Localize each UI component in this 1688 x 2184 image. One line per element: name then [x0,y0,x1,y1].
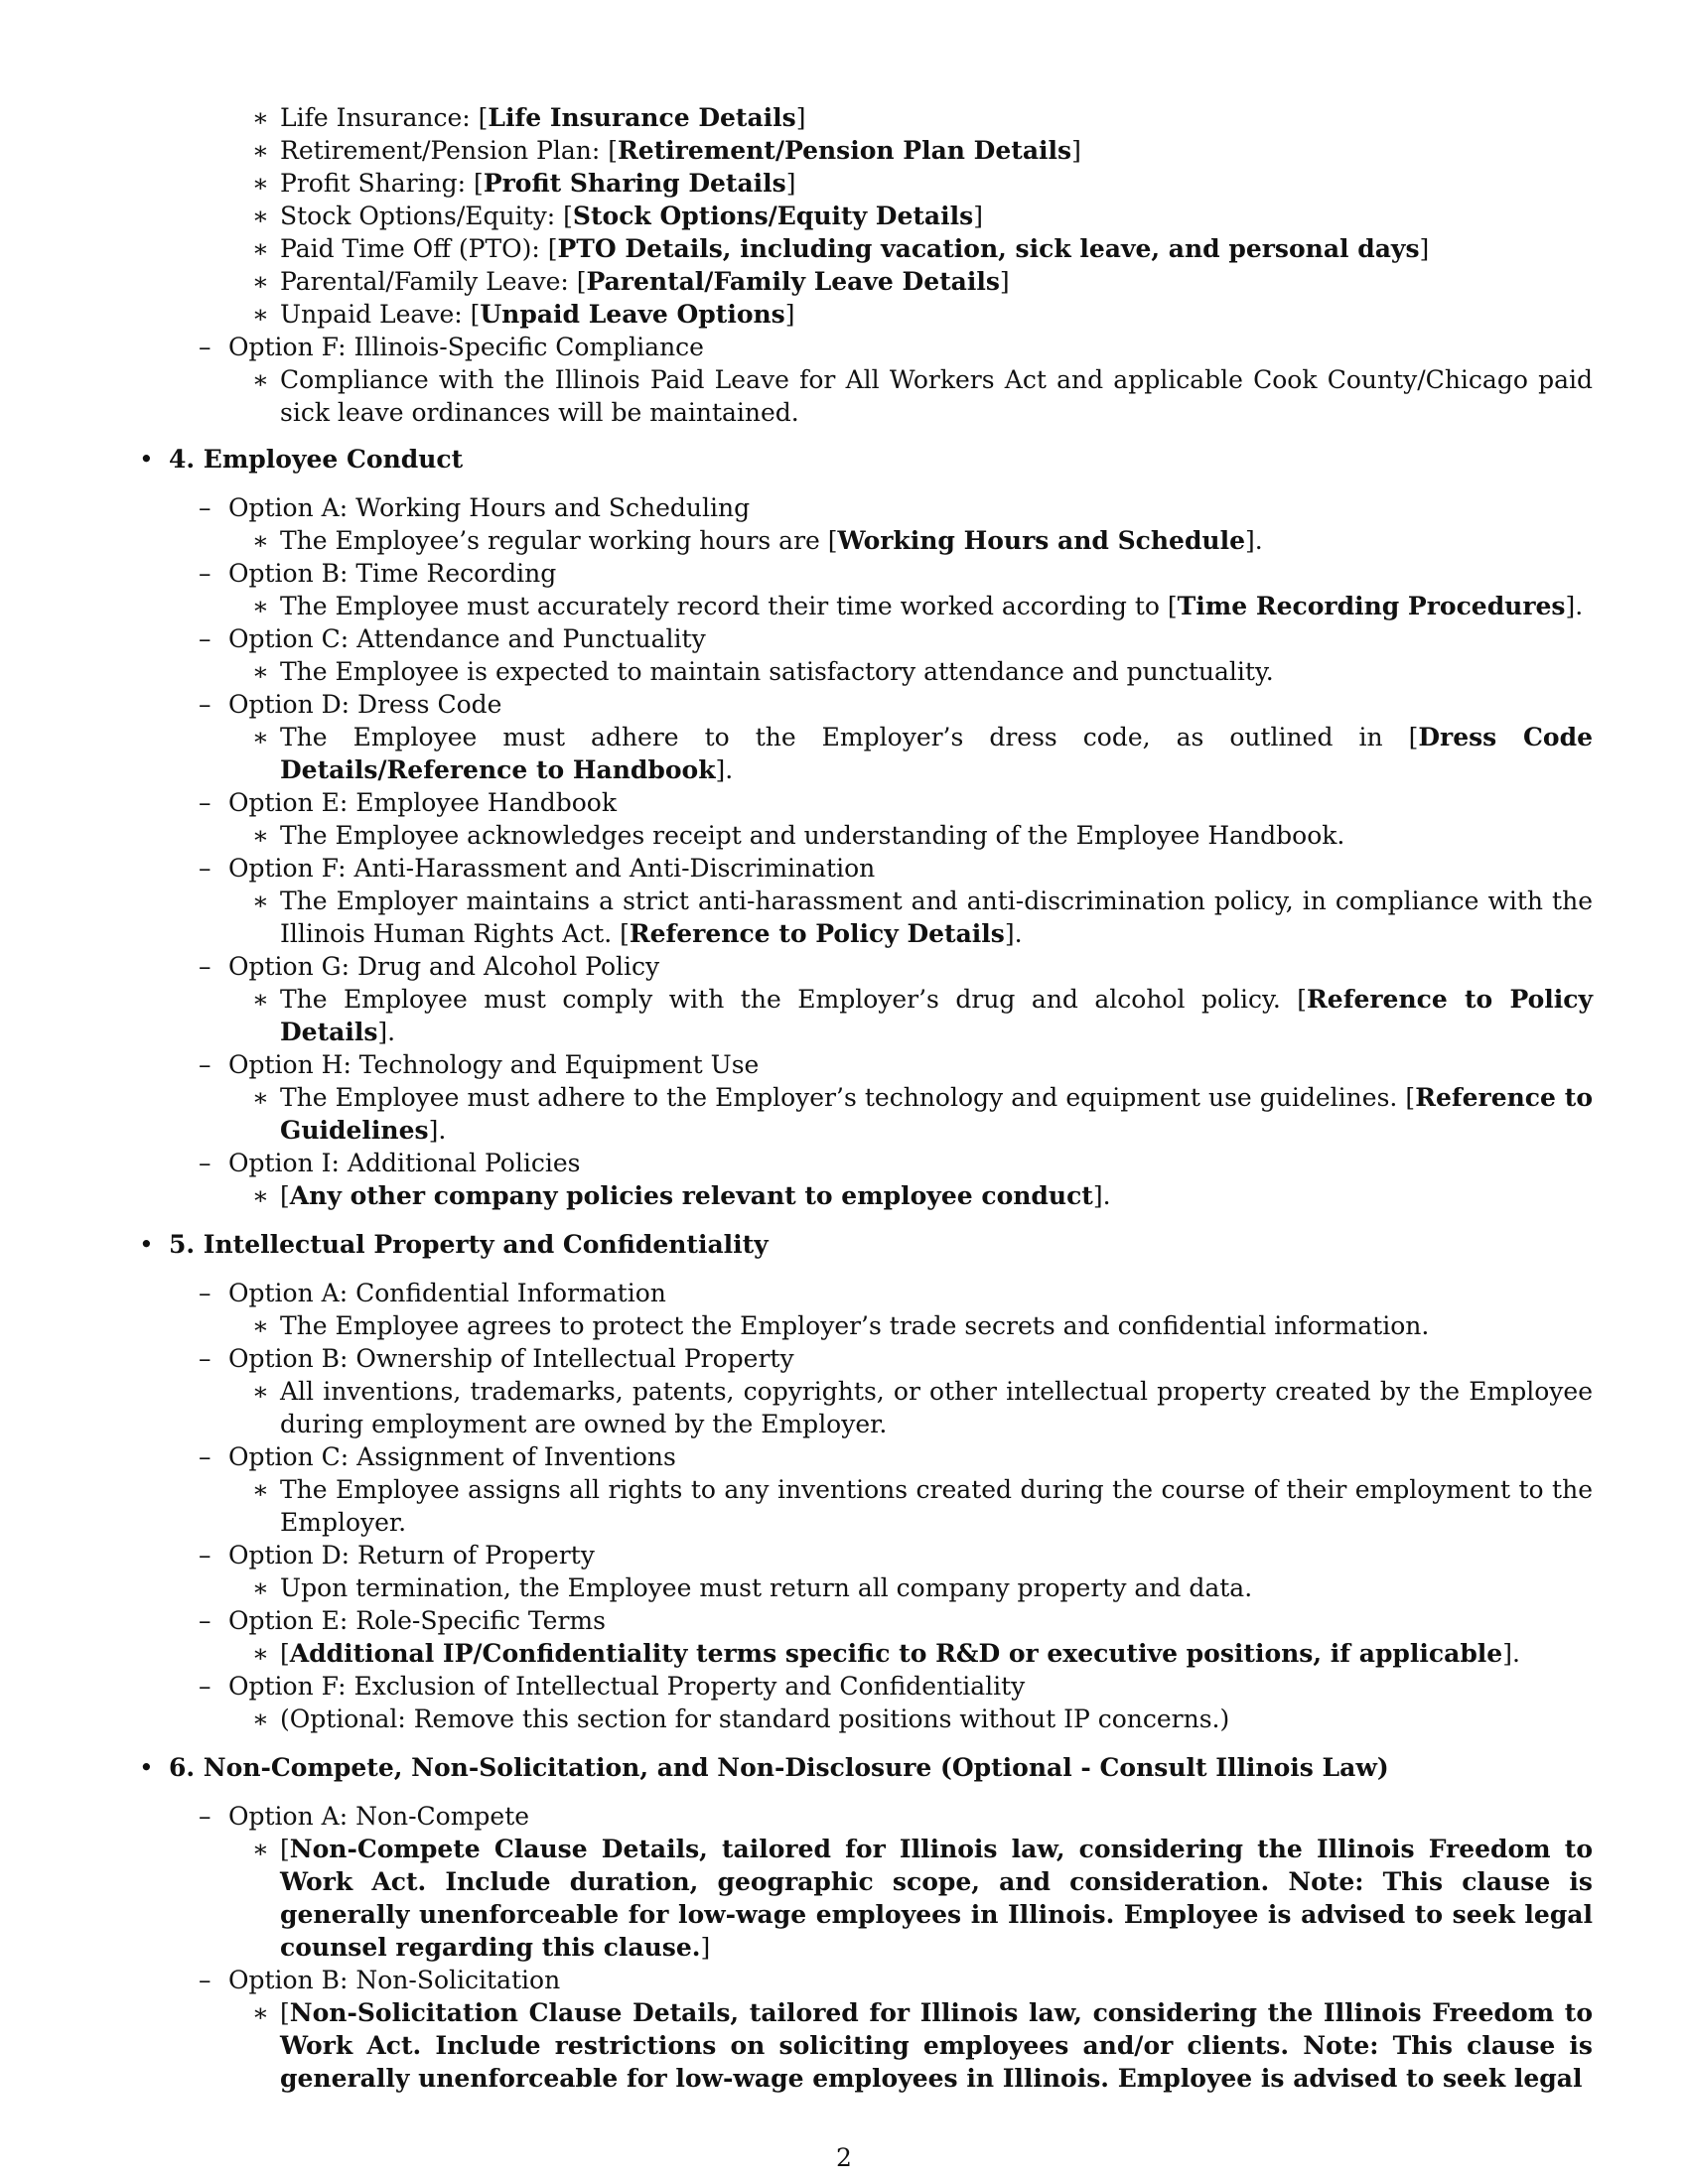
item-text: The Employee is expected to maintain satisfactory attendance and punctuality. [280,657,1274,686]
item-text: The Employee must adhere to the Employer’s technology and equipment use guidelines. [ [280,1083,1416,1112]
option-label [135,331,1593,363]
asterisk-bullet-icon: ∗ [252,821,269,850]
asterisk-bullet-icon: ∗ [252,657,269,686]
option-label [169,1670,1593,1703]
item-text: ] [795,103,806,132]
list-item [169,655,1593,688]
asterisk-bullet-icon: ∗ [252,1573,269,1602]
option-label [169,1048,1593,1081]
item-text: Option H: Technology and Equipment Use [228,1050,760,1079]
asterisk-bullet-icon: ∗ [252,1705,269,1733]
section-title: 6. Non-Compete, Non-Solicitation, and Non-Disclosure (Optional - Consult Illinois Law) [169,1753,1389,1782]
item-text: Option E: Employee Handbook [228,788,617,817]
asterisk-bullet-icon: ∗ [252,103,269,132]
list-item [169,1179,1593,1212]
placeholder-text: Reference to Guidelines [280,1083,1593,1145]
asterisk-bullet-icon: ∗ [252,887,269,915]
list-item [169,1833,1593,1964]
item-text: Option B: Ownership of Intellectual Property [228,1344,794,1373]
item-text: Stock Options/Equity: [ [280,202,573,230]
asterisk-bullet-icon: ∗ [252,1998,269,2027]
asterisk-bullet-icon: ∗ [252,1083,269,1112]
list-item [169,721,1593,786]
item-text: ]. [1565,592,1584,620]
section-title: 4. Employee Conduct [169,445,464,474]
list-item [169,590,1593,622]
item-text: ]. [1502,1639,1520,1668]
dash-bullet-icon: – [199,1442,211,1471]
dash-bullet-icon: – [199,1279,211,1307]
option-label [169,1604,1593,1637]
item-text: The Employee’s regular working hours are [ [280,526,838,555]
item-text: Option F: Anti-Harassment and Anti-Discrimination [228,854,876,883]
item-text: ]. [377,1018,396,1046]
asterisk-bullet-icon: ∗ [252,1377,269,1406]
item-text: Compliance with the Illinois Paid Leave for All Workers Act and applicable Cook County/Chicago paid sick leave ordinances will be maintained. [280,365,1593,427]
item-text: [ [280,1181,290,1210]
asterisk-bullet-icon: ∗ [252,1311,269,1340]
bullet-icon: • [139,445,154,474]
asterisk-bullet-icon: ∗ [252,1475,269,1504]
item-text: ] [1071,136,1081,165]
dash-bullet-icon: – [199,1050,211,1079]
asterisk-bullet-icon: ∗ [252,1181,269,1210]
item-text: ] [785,169,796,198]
dash-bullet-icon: – [199,624,211,653]
asterisk-bullet-icon: ∗ [252,723,269,751]
item-text: Option F: Exclusion of Intellectual Property and Confidentiality [228,1672,1026,1701]
asterisk-bullet-icon: ∗ [252,136,269,165]
option-label [169,1539,1593,1571]
page-number: 2 [836,2143,852,2172]
item-text: ]. [1004,919,1023,948]
asterisk-bullet-icon: ∗ [252,365,269,394]
asterisk-bullet-icon: ∗ [252,300,269,329]
dash-bullet-icon: – [199,1966,211,1994]
placeholder-text: Reference to Policy Details [280,985,1594,1046]
item-text: [ [280,1639,290,1668]
list-item [169,1571,1593,1604]
option-label [169,852,1593,885]
dash-bullet-icon: – [199,1149,211,1177]
item-text: Upon termination, the Employee must return all company property and data. [280,1573,1253,1602]
placeholder-text: Unpaid Leave Options [480,300,785,329]
dash-bullet-icon: – [199,1541,211,1570]
option-list [169,1277,1593,1735]
item-text: [ [280,1835,290,1863]
list-item [169,983,1593,1048]
placeholder-text: Time Recording Procedures [1177,592,1566,620]
placeholder-text: Working Hours and Schedule [837,526,1246,555]
placeholder-text: Non-Compete Clause Details, tailored for Illinois law, considering the Illinois Freedom to Work Act. Include duration, geographic scope, and consideration. Note: This clause is generally unenforceable for low-wage employees in Illinois. Employee is advised to seek legal counsel regarding this clause. [280,1835,1593,1962]
dash-bullet-icon: – [199,1344,211,1373]
item-text: The Employee agrees to protect the Employer’s trade secrets and confidential information. [280,1311,1430,1340]
item-text: All inventions, trademarks, patents, copyrights, or other intellectual property created by the Employee during employment are owned by the Employer. [280,1377,1593,1438]
item-text: (Optional: Remove this section for standard positions without IP concerns.) [280,1705,1230,1733]
dash-bullet-icon: – [199,1802,211,1831]
item-text: The Employer maintains a strict anti-harassment and anti-discrimination policy, in compliance with the Illinois Human Rights Act. [ [280,887,1593,948]
option-label [169,557,1593,590]
list-item [169,1703,1593,1735]
item-text: The Employee must accurately record their time worked according to [ [280,592,1178,620]
asterisk-bullet-icon: ∗ [252,1639,269,1668]
item-text: ]. [715,755,734,784]
item-text: [ [280,1998,290,2027]
item-text: ]. [1245,526,1263,555]
placeholder-text: Parental/Family Leave Details [586,267,1000,296]
dash-bullet-icon: – [199,952,211,981]
item-text: Option D: Return of Property [228,1541,595,1570]
placeholder-text: PTO Details, including vacation, sick leave, and personal days [557,234,1420,263]
list-item [135,363,1593,429]
list-item [169,1375,1593,1440]
placeholder-text: Profit Sharing Details [483,169,786,198]
item-text: ] [973,202,983,230]
benefits-continued [135,101,1593,429]
asterisk-bullet-icon: ∗ [252,234,269,263]
item-text: The Employee must adhere to the Employer’s dress code, as outlined in [ [280,723,1419,751]
placeholder-text: Any other company policies relevant to employee conduct [289,1181,1093,1210]
dash-bullet-icon: – [199,788,211,817]
asterisk-bullet-icon: ∗ [252,169,269,198]
option-label [169,1342,1593,1375]
option-list [169,1800,1593,2095]
dash-bullet-icon: – [199,493,211,522]
dash-bullet-icon: – [199,690,211,719]
list-item [135,232,1593,265]
item-text: Unpaid Leave: [ [280,300,481,329]
list-item [135,265,1593,298]
list-item [169,1996,1593,2095]
item-text: Life Insurance: [ [280,103,489,132]
item-text: Option C: Attendance and Punctuality [228,624,706,653]
asterisk-bullet-icon: ∗ [252,985,269,1014]
option-label [169,1964,1593,1996]
section [135,443,1593,1212]
list-item [169,1637,1593,1670]
item-text: ]. [428,1116,447,1145]
list-item [169,1473,1593,1539]
list-item [135,134,1593,167]
item-text: The Employee assigns all rights to any inventions created during the course of their employment to the Employer. [280,1475,1593,1537]
placeholder-text: Additional IP/Confidentiality terms specific to R&D or executive positions, if applicable [289,1639,1503,1668]
item-text: ] [700,1933,711,1962]
list-item [169,1309,1593,1342]
section [135,1228,1593,1735]
dash-bullet-icon: – [199,1672,211,1701]
item-text: ] [784,300,795,329]
item-text: ] [999,267,1010,296]
item-text: Option A: Non-Compete [228,1802,530,1831]
option-label [169,1800,1593,1833]
item-text: ] [1419,234,1430,263]
section-title: 5. Intellectual Property and Confidentiality [169,1230,769,1259]
item-text: Option C: Assignment of Inventions [228,1442,676,1471]
item-text: Option E: Role-Specific Terms [228,1606,606,1635]
asterisk-bullet-icon: ∗ [252,592,269,620]
list-item [169,524,1593,557]
item-text: Option B: Time Recording [228,559,557,588]
asterisk-bullet-icon: ∗ [252,1835,269,1863]
bullet-icon: • [139,1753,154,1782]
list-item [169,819,1593,852]
bullet-icon: • [139,1230,154,1259]
asterisk-bullet-icon: ∗ [252,526,269,555]
section [135,1751,1593,2095]
item-text: The Employee must comply with the Employer’s drug and alcohol policy. [ [280,985,1308,1014]
list-item [135,167,1593,200]
list-item [135,298,1593,331]
option-list [169,491,1593,1212]
item-text: Option D: Dress Code [228,690,502,719]
item-text: The Employee acknowledges receipt and understanding of the Employee Handbook. [280,821,1345,850]
item-text: Option I: Additional Policies [228,1149,581,1177]
placeholder-text: Life Insurance Details [488,103,796,132]
item-text: Option F: Illinois-Specific Compliance [228,333,704,361]
option-label [169,1277,1593,1309]
list-item [135,101,1593,134]
item-text: Option A: Confidential Information [228,1279,666,1307]
option-label [169,950,1593,983]
item-text: Option A: Working Hours and Scheduling [228,493,751,522]
item-text: Paid Time Off (PTO): [ [280,234,558,263]
placeholder-text: Non-Solicitation Clause Details, tailored for Illinois law, considering the Illinois Freedom to Work Act. Include restrictions on soliciting employees and/or clients. Note: This clause is generally unenforceable for low-wage employees in Illinois. Employee is advised to seek legal [280,1998,1593,2093]
placeholder-text: Retirement/Pension Plan Details [617,136,1072,165]
dash-bullet-icon: – [199,854,211,883]
option-label [169,491,1593,524]
placeholder-text: Dress Code Details/Reference to Handbook [280,723,1593,784]
option-label [169,1440,1593,1473]
option-label [169,1147,1593,1179]
dash-bullet-icon: – [199,333,211,361]
asterisk-bullet-icon: ∗ [252,202,269,230]
item-text: Option G: Drug and Alcohol Policy [228,952,660,981]
option-label [169,688,1593,721]
list-item [169,1081,1593,1147]
item-text: ]. [1092,1181,1111,1210]
placeholder-text: Stock Options/Equity Details [572,202,974,230]
item-text: Parental/Family Leave: [ [280,267,587,296]
asterisk-bullet-icon: ∗ [252,267,269,296]
item-text: Retirement/Pension Plan: [ [280,136,618,165]
sections [135,443,1593,2095]
placeholder-text: Reference to Policy Details [629,919,1005,948]
option-label [169,622,1593,655]
dash-bullet-icon: – [199,1606,211,1635]
option-label [169,786,1593,819]
list-item [135,200,1593,232]
item-text: Profit Sharing: [ [280,169,484,198]
list-item [169,885,1593,950]
document-content [135,101,1593,2101]
item-text: Option B: Non-Solicitation [228,1966,561,1994]
dash-bullet-icon: – [199,559,211,588]
